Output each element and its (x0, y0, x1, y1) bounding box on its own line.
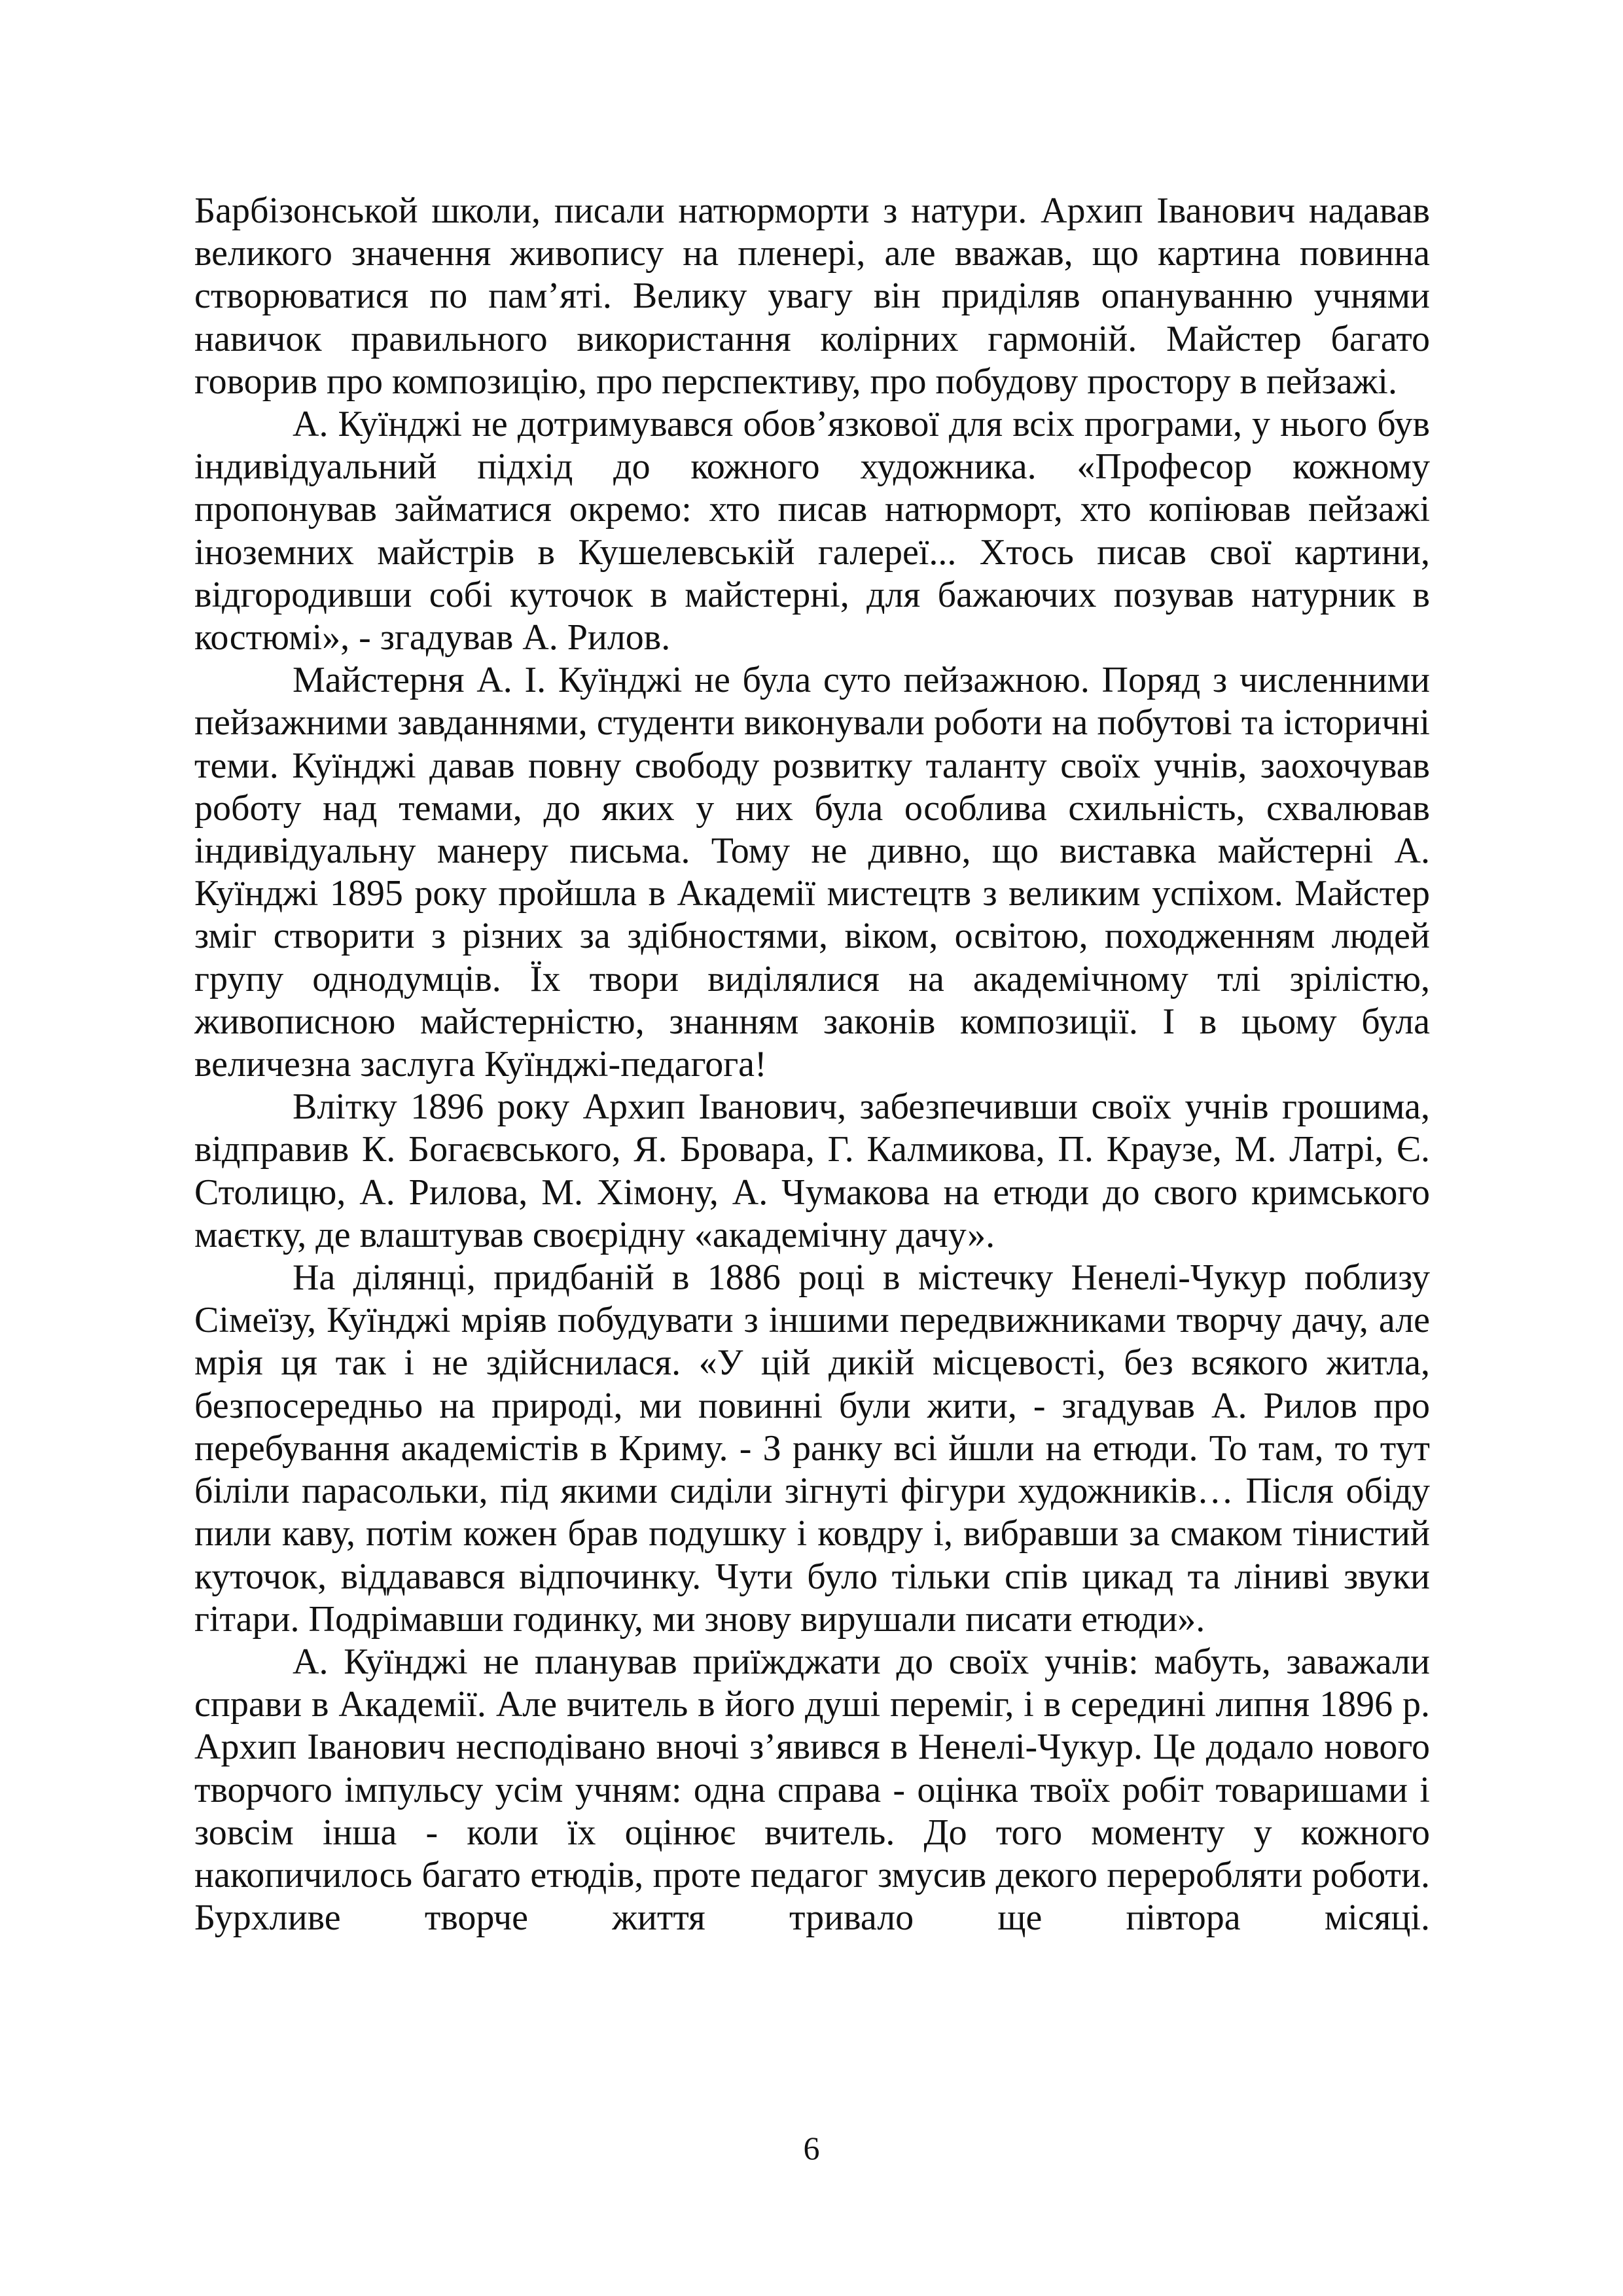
page-number: 6 (803, 2130, 820, 2166)
paragraph-individual-approach: А. Куїнджі не дотримувався обов’язкової для всіх програми, у нього був індивідуальний підхід до кожного художника. «Професор кожному пропонував займатися окремо: хто писав натюрморт, хто копіював пейзажі іноземних майстрів в Кушелевській галереї... Хтось писав свої картини, відгородивши собі куточок в майстерні, для бажаючих позував натурник в костюмі», - згадував А. Рилов. (194, 404, 1430, 658)
body-text (194, 190, 1430, 1939)
paragraph-teacher-visit: А. Куїнджі не планував приїжджати до своїх учнів: мабуть, заважали справи в Академії. Але вчитель в його душі переміг, і в середині липня 1896 р. Архип Іванович несподівано вночі з’явився в Ненелі-Чукур. Це додало нового творчого імпульсу усім учням: одна справа - оцінка твоїх робіт товаришами і зовсім інша - коли їх оцінює вчитель. До того моменту у кожного накопичилось багато етюдів, проте педагог змусив декого переробляти роботи. Бурхливе творче життя тривало ще півтора місяці. (194, 1641, 1430, 1939)
paragraph-nenely-chukur: На ділянці, придбаній в 1886 році в містечку Ненелі-Чукур поблизу Сімеїзу, Куїнджі мріяв побудувати з іншими передвижниками творчу дачу, але мрія ця так і не здійснилася. «У цій дикій місцевості, без всякого житла, безпосередньо на природі, ми повинні були жити, - згадував А. Рилов про перебування академістів в Криму. - З ранку всі йшли на етюди. То там, то тут біліли парасольки, під якими сиділи зігнуті фігури художників… Після обіду пили каву, потім кожен брав подушку і ковдру і, вибравши за смаком тінистий куточок, віддавався відпочинку. Чути було тільки спів цикад та ліниві звуки гітари. Подрімавши годинку, ми знову вирушали писати етюди». (194, 1257, 1430, 1640)
paragraph-workshop: Майстерня А. І. Куїнджі не була суто пейзажною. Поряд з численними пейзажними завданнями, студенти виконували роботи на побутові та історичні теми. Куїнджі давав повну свободу розвитку таланту своїх учнів, заохочував роботу над темами, до яких у них була особлива схильність, схвалював індивідуальну манеру письма. Тому не дивно, що виставка майстерні А. Куїнджі 1895 року пройшла в Академії мистецтв з великим успіхом. Майстер зміг створити з різних за здібностями, віком, освітою, походженням людей групу однодумців. Їх твори виділялися на академічному тлі зрілістю, живописною майстерністю, знанням законів композиції. І в цьому була величезна заслуга Куїнджі-педагога! (194, 660, 1430, 1085)
paragraph-barbizon-continuation: Барбізонськой школи, писали натюрморти з натури. Архип Іванович надавав великого значення живопису на пленері, але вважав, що картина повинна створюватися по пам’яті. Велику увагу він приділяв опануванню учнями навичок правильного використання колірних гармоній. Майстер багато говорив про композицію, про перспективу, про побудову простору в пейзажі. (194, 190, 1430, 402)
paragraph-summer-1896: Влітку 1896 року Архип Іванович, забезпечивши своїх учнів грошима, відправив К. Богаєвського, Я. Бровара, Г. Калмикова, П. Краузе, М. Латрі, Є. Столицю, А. Рилова, М. Хімону, А. Чумакова на етюди до свого кримського маєтку, де влаштував своєрідну «академічну дачу». (194, 1086, 1430, 1255)
